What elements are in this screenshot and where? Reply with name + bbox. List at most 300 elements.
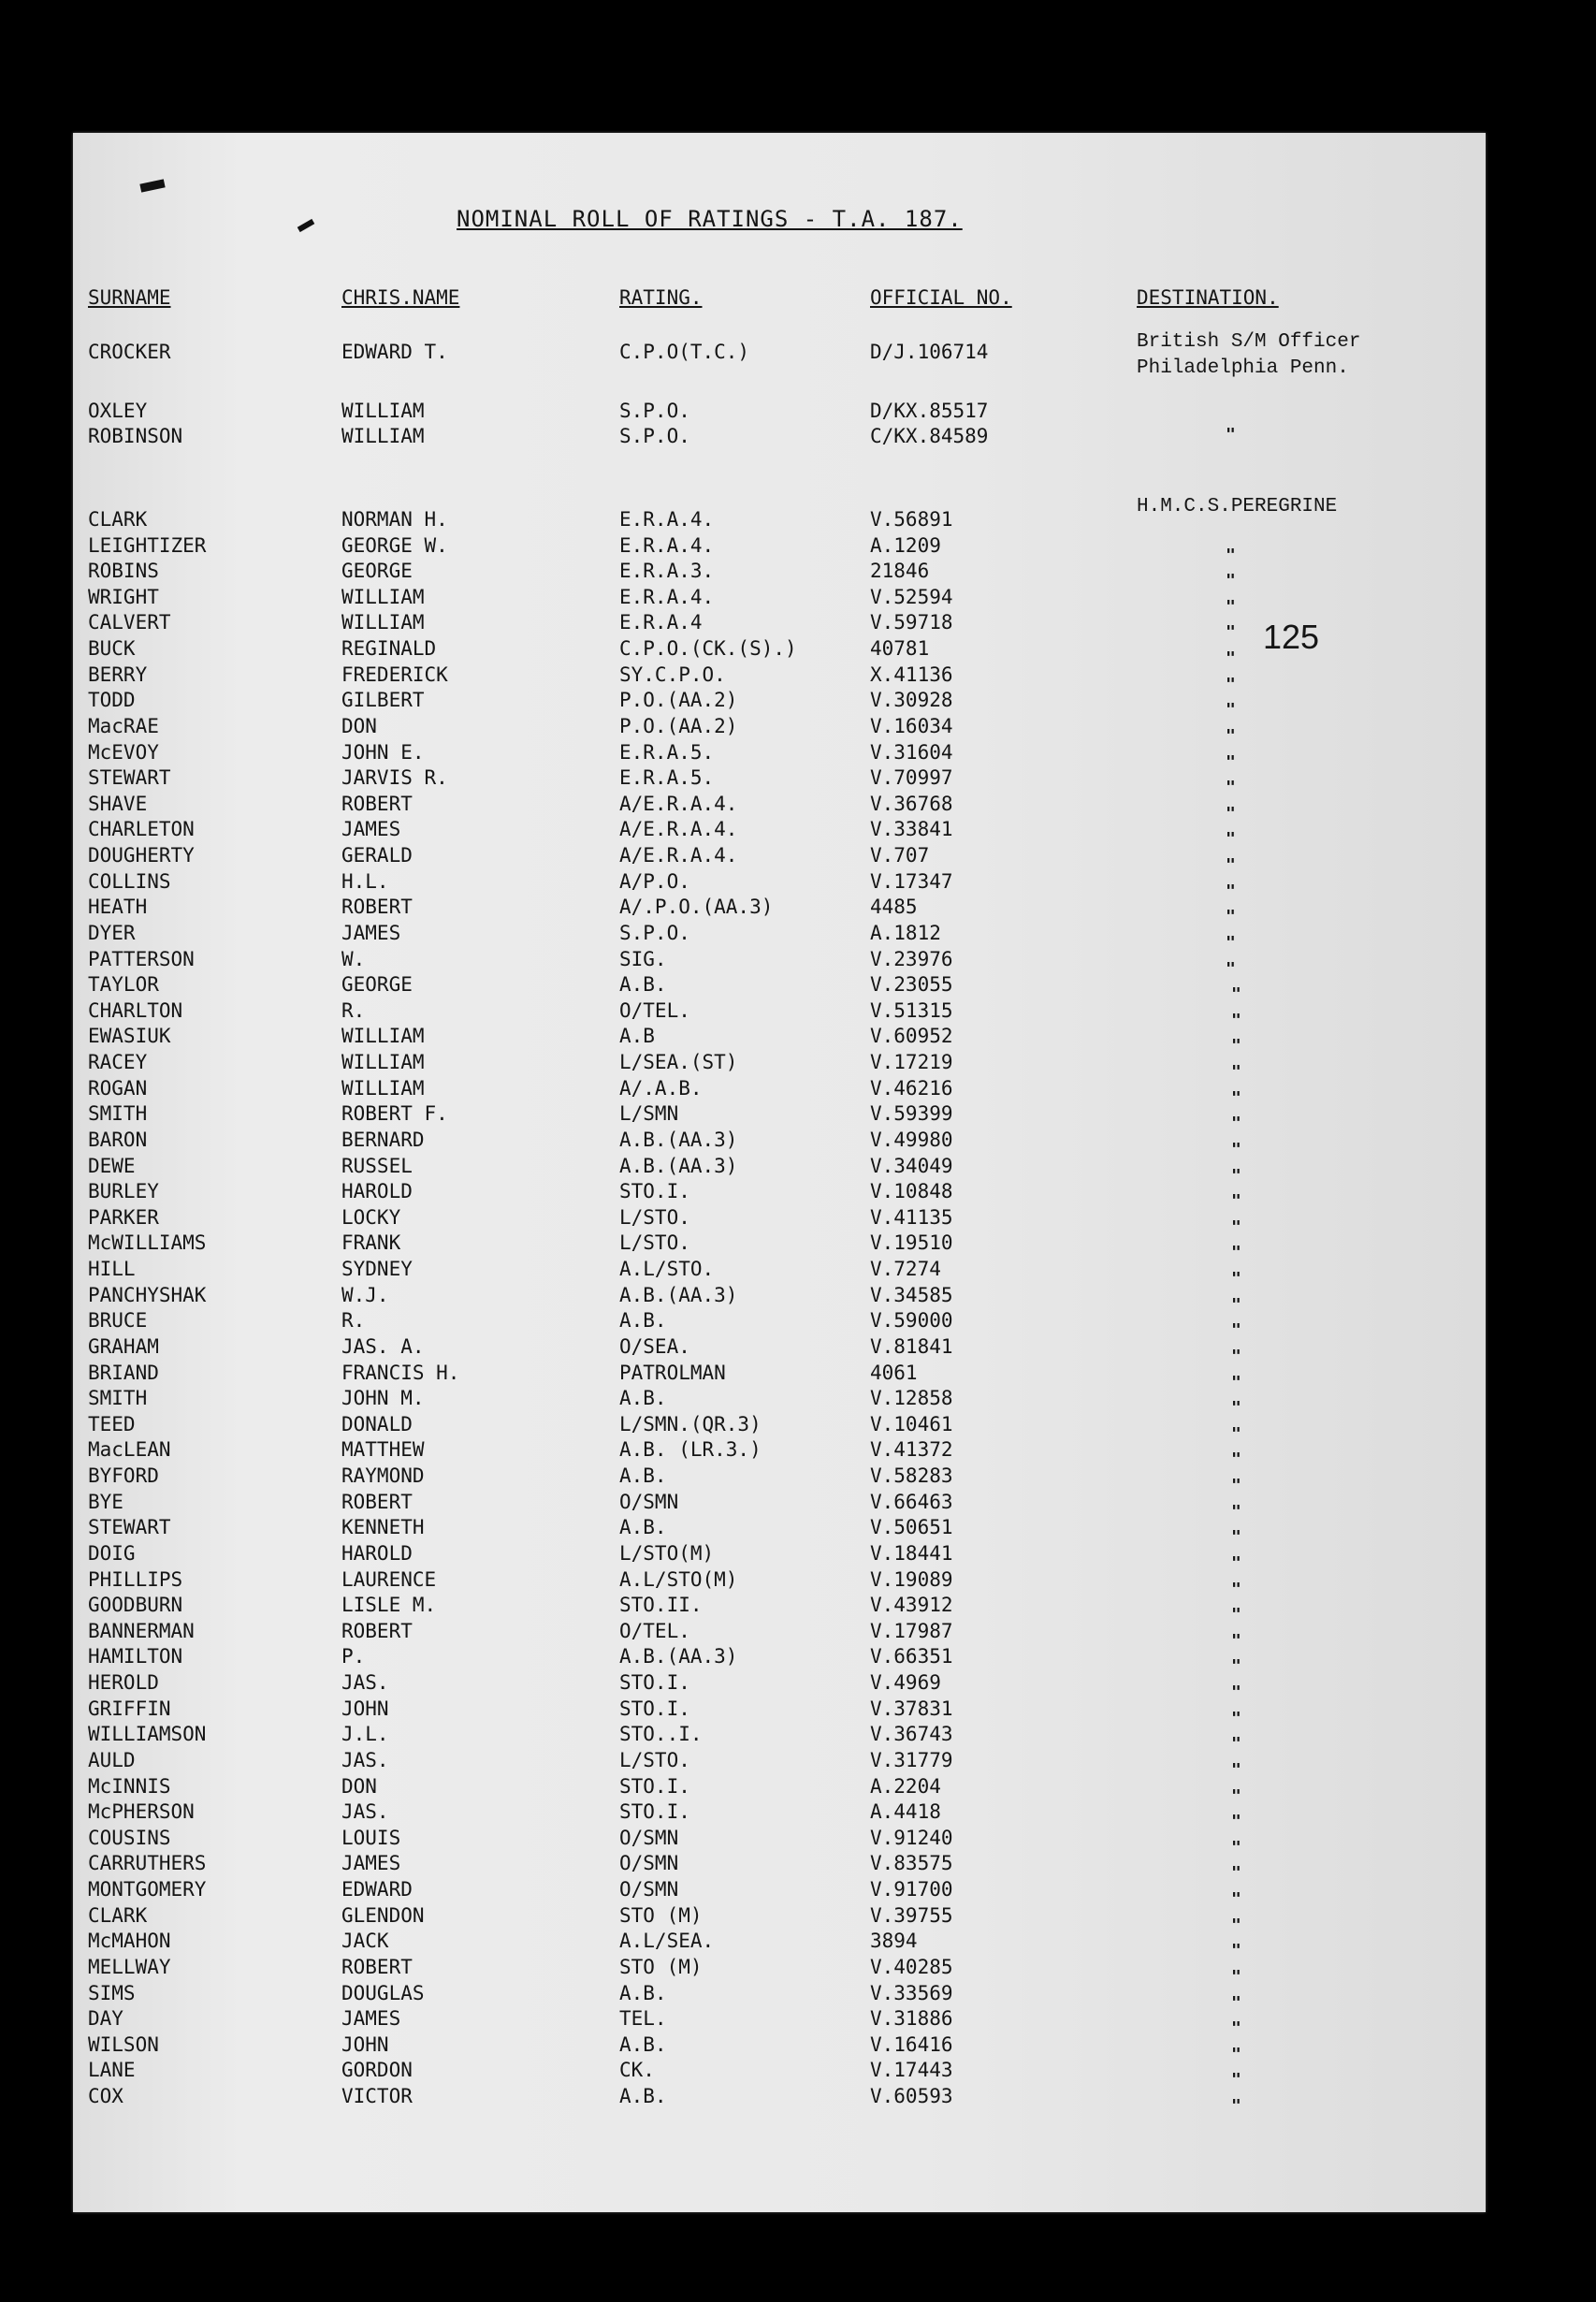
rating-cell: A.B. xyxy=(619,973,667,996)
official-no-cell: V.49980 xyxy=(870,1129,953,1151)
surname-cell: PANCHYSHAK xyxy=(88,1284,207,1306)
rating-cell: L/STO. xyxy=(619,1231,690,1254)
rating-cell: C.P.O(T.C.) xyxy=(619,341,750,363)
official-no-cell: 4485 xyxy=(870,896,918,918)
ditto-mark: " xyxy=(1231,1424,1241,1444)
chris-name-cell: P. xyxy=(341,1645,366,1668)
surname-cell: HEATH xyxy=(88,896,148,918)
surname-cell: BANNERMAN xyxy=(88,1620,195,1642)
rating-cell: E.R.A.3. xyxy=(619,560,715,582)
ditto-mark: " xyxy=(1231,2045,1241,2064)
official-no-cell: V.56891 xyxy=(870,508,953,531)
ditto-mark: " xyxy=(1231,1398,1241,1418)
chris-name-cell: WILLIAM xyxy=(341,1077,425,1100)
official-no-cell: V.30928 xyxy=(870,689,953,711)
rating-cell: A.L/STO. xyxy=(619,1258,715,1280)
rating-cell: A.B. xyxy=(619,1387,667,1409)
ditto-mark: " xyxy=(1231,1527,1241,1547)
ditto-mark: " xyxy=(1231,1166,1241,1186)
official-no-cell: V.36768 xyxy=(870,793,953,815)
rating-cell: A.B.(AA.3) xyxy=(619,1129,738,1151)
rating-cell: STO (M) xyxy=(619,1956,703,1978)
ditto-mark: " xyxy=(1231,2096,1241,2116)
chris-name-cell: ROBERT xyxy=(341,1491,413,1513)
rating-cell: L/SEA.(ST) xyxy=(619,1051,738,1073)
chris-name-cell: WILLIAM xyxy=(341,1025,425,1047)
surname-cell: ROGAN xyxy=(88,1077,148,1100)
table-row xyxy=(0,1309,1596,1335)
official-no-cell: V.17987 xyxy=(870,1620,953,1642)
chris-name-cell: JAS. xyxy=(341,1749,389,1771)
table-row xyxy=(0,1982,1596,2008)
surname-cell: HEROLD xyxy=(88,1671,159,1694)
surname-cell: McINNIS xyxy=(88,1775,171,1798)
chris-name-cell: ROBERT F. xyxy=(341,1102,448,1125)
ditto-mark: " xyxy=(1231,1373,1241,1392)
official-no-cell: A.4418 xyxy=(870,1800,941,1823)
ditto-mark: " xyxy=(1231,2018,1241,2038)
official-no-cell: V.31886 xyxy=(870,2007,953,2030)
chris-name-cell: ROBERT xyxy=(341,1620,413,1642)
chris-name-cell: DOUGLAS xyxy=(341,1982,425,2004)
table-row xyxy=(0,611,1596,637)
rating-cell: A.B.(AA.3) xyxy=(619,1284,738,1306)
chris-name-cell: W.J. xyxy=(341,1284,389,1306)
chris-name-cell: JAMES xyxy=(341,1852,401,1874)
surname-cell: WRIGHT xyxy=(88,586,159,608)
table-row xyxy=(0,1800,1596,1827)
chris-name-cell: J.L. xyxy=(341,1723,389,1745)
ditto-mark: " xyxy=(1231,1993,1241,2013)
surname-cell: LEIGHTIZER xyxy=(88,534,207,557)
chris-name-cell: JOHN E. xyxy=(341,741,425,764)
ditto-mark: " xyxy=(1231,1967,1241,1987)
chris-name-cell: FRANK xyxy=(341,1231,401,1254)
table-row xyxy=(0,1413,1596,1439)
header-surname: SURNAME xyxy=(88,286,171,309)
surname-cell: BURLEY xyxy=(88,1180,159,1202)
official-no-cell: V.41372 xyxy=(870,1438,953,1461)
official-no-cell: V.58283 xyxy=(870,1464,953,1487)
rating-cell: A.B.(AA.3) xyxy=(619,1155,738,1177)
surname-cell: GRIFFIN xyxy=(88,1697,171,1720)
destination-peregrine: H.M.C.S.PEREGRINE xyxy=(1137,496,1338,517)
table-row xyxy=(0,1362,1596,1388)
table-row xyxy=(0,896,1596,922)
ditto-mark: " xyxy=(1226,959,1236,979)
chris-name-cell: RAYMOND xyxy=(341,1464,425,1487)
ditto-mark: " xyxy=(1226,933,1236,953)
chris-name-cell: NORMAN H. xyxy=(341,508,448,531)
table-row xyxy=(0,1645,1596,1671)
rating-cell: A.L/SEA. xyxy=(619,1930,715,1952)
surname-cell: McPHERSON xyxy=(88,1800,195,1823)
surname-cell: RACEY xyxy=(88,1051,148,1073)
official-no-cell: V.36743 xyxy=(870,1723,953,1745)
rating-cell: O/SMN xyxy=(619,1827,679,1849)
chris-name-cell: R. xyxy=(341,1309,366,1332)
header-rating: RATING. xyxy=(619,286,703,309)
table-row xyxy=(0,1671,1596,1697)
ditto-mark: " xyxy=(1231,1217,1241,1237)
surname-cell: DAY xyxy=(88,2007,123,2030)
surname-cell: PHILLIPS xyxy=(88,1568,183,1591)
surname-cell: BRUCE xyxy=(88,1309,148,1332)
table-row xyxy=(0,1258,1596,1284)
surname-cell: SIMS xyxy=(88,1982,136,2004)
official-no-cell: V.12858 xyxy=(870,1387,953,1409)
surname-cell: BYFORD xyxy=(88,1464,159,1487)
surname-cell: WILLIAMSON xyxy=(88,1723,207,1745)
rating-cell: A.B. xyxy=(619,1309,667,1332)
table-row xyxy=(0,1775,1596,1801)
chris-name-cell: GORDON xyxy=(341,2059,413,2081)
ditto-mark: " xyxy=(1226,855,1236,875)
official-no-cell: V.10461 xyxy=(870,1413,953,1435)
rating-cell: E.R.A.4. xyxy=(619,508,715,531)
surname-cell: HAMILTON xyxy=(88,1645,183,1668)
table-row xyxy=(0,2033,1596,2060)
official-no-cell: V.18441 xyxy=(870,1542,953,1565)
ditto-mark: " xyxy=(1226,881,1236,901)
official-no-cell: V.34049 xyxy=(870,1155,953,1177)
surname-cell: BERRY xyxy=(88,663,148,686)
chris-name-cell: MATTHEW xyxy=(341,1438,425,1461)
official-no-cell: V.19089 xyxy=(870,1568,953,1591)
official-no-cell: V.4969 xyxy=(870,1671,941,1694)
table-row xyxy=(0,948,1596,974)
surname-cell: McWILLIAMS xyxy=(88,1231,207,1254)
table-row xyxy=(0,560,1596,586)
table-row xyxy=(0,2085,1596,2111)
rating-cell: P.O.(AA.2) xyxy=(619,715,738,737)
table-row xyxy=(0,1542,1596,1568)
table-row xyxy=(0,341,1596,367)
table-row xyxy=(0,870,1596,896)
ditto-mark: " xyxy=(1231,1269,1241,1289)
rating-cell: L/STO(M) xyxy=(619,1542,715,1565)
surname-cell: TEED xyxy=(88,1413,136,1435)
ditto-mark: " xyxy=(1231,1656,1241,1676)
official-no-cell: X.41136 xyxy=(870,663,953,686)
table-row xyxy=(0,1464,1596,1491)
rating-cell: E.R.A.4. xyxy=(619,534,715,557)
official-no-cell: A.2204 xyxy=(870,1775,941,1798)
rating-cell: E.R.A.4 xyxy=(619,611,703,634)
header-official-no: OFFICIAL NO. xyxy=(870,286,1012,309)
official-no-cell: V.23976 xyxy=(870,948,953,970)
table-row xyxy=(0,400,1596,426)
chris-name-cell: LISLE M. xyxy=(341,1594,437,1616)
ditto-mark: " xyxy=(1231,1838,1241,1858)
surname-cell: COUSINS xyxy=(88,1827,171,1849)
ditto-mark: " xyxy=(1231,1088,1241,1108)
ditto-mark: " xyxy=(1231,1450,1241,1469)
ditto-mark: " xyxy=(1231,1709,1241,1728)
table-row xyxy=(0,1852,1596,1878)
table-row xyxy=(0,2059,1596,2085)
table-row xyxy=(0,1284,1596,1310)
official-no-cell: V.33841 xyxy=(870,818,953,840)
chris-name-cell: JAMES xyxy=(341,2007,401,2030)
chris-name-cell: WILLIAM xyxy=(341,586,425,608)
ditto-mark: " xyxy=(1231,1889,1241,1909)
ditto-mark: " xyxy=(1231,1605,1241,1625)
table-row xyxy=(0,1155,1596,1181)
rating-cell: A.B. xyxy=(619,2085,667,2107)
table-row xyxy=(0,2007,1596,2033)
rating-cell: A.B. xyxy=(619,1982,667,2004)
rating-cell: A.B. xyxy=(619,1464,667,1487)
table-row xyxy=(0,1723,1596,1749)
chris-name-cell: VICTOR xyxy=(341,2085,413,2107)
table-row xyxy=(0,637,1596,663)
surname-cell: DEWE xyxy=(88,1155,136,1177)
surname-cell: STEWART xyxy=(88,1516,171,1538)
official-no-cell: V.83575 xyxy=(870,1852,953,1874)
rating-cell: SIG. xyxy=(619,948,667,970)
official-no-cell: V.17443 xyxy=(870,2059,953,2081)
destination-philadelphia: Philadelphia Penn. xyxy=(1137,357,1349,379)
chris-name-cell: GEORGE xyxy=(341,560,413,582)
table-row xyxy=(0,1102,1596,1129)
official-no-cell: V.33569 xyxy=(870,1982,953,2004)
table-row xyxy=(0,689,1596,715)
surname-cell: SMITH xyxy=(88,1102,148,1125)
chris-name-cell: R. xyxy=(341,999,366,1022)
table-row xyxy=(0,1697,1596,1724)
surname-cell: BUCK xyxy=(88,637,136,660)
rating-cell: PATROLMAN xyxy=(619,1362,726,1384)
chris-name-cell: HAROLD xyxy=(341,1542,413,1565)
chris-name-cell: HAROLD xyxy=(341,1180,413,1202)
ditto-mark: " xyxy=(1231,1140,1241,1159)
chris-name-cell: ROBERT xyxy=(341,1956,413,1978)
rating-cell: STO.I. xyxy=(619,1800,690,1823)
rating-cell: SY.C.P.O. xyxy=(619,663,726,686)
ditto-mark: " xyxy=(1226,907,1236,926)
table-row xyxy=(0,844,1596,870)
ditto-mark: " xyxy=(1231,1786,1241,1806)
ditto-mark: " xyxy=(1226,622,1236,642)
table-row xyxy=(0,1956,1596,1982)
official-no-cell: V.31604 xyxy=(870,741,953,764)
rating-cell: A/.P.O.(AA.3) xyxy=(619,896,774,918)
rating-cell: E.R.A.5. xyxy=(619,741,715,764)
ditto-mark: " xyxy=(1231,984,1241,1004)
surname-cell: DOIG xyxy=(88,1542,136,1565)
rating-cell: L/SMN.(QR.3) xyxy=(619,1413,762,1435)
surname-cell: PARKER xyxy=(88,1206,159,1229)
rating-cell: STO.I. xyxy=(619,1671,690,1694)
chris-name-cell: GILBERT xyxy=(341,689,425,711)
chris-name-cell: ROBERT xyxy=(341,793,413,815)
official-no-cell: V.52594 xyxy=(870,586,953,608)
ditto-mark: " xyxy=(1226,804,1236,823)
surname-cell: BARON xyxy=(88,1129,148,1151)
official-no-cell: 3894 xyxy=(870,1930,918,1952)
official-no-cell: V.19510 xyxy=(870,1231,953,1254)
surname-cell: CLARK xyxy=(88,508,148,531)
chris-name-cell: LOUIS xyxy=(341,1827,401,1849)
ditto-mark: " xyxy=(1226,726,1236,746)
surname-cell: EWASIUK xyxy=(88,1025,171,1047)
surname-cell: CHARLTON xyxy=(88,999,183,1022)
official-no-cell: V.17219 xyxy=(870,1051,953,1073)
chris-name-cell: DON xyxy=(341,1775,377,1798)
official-no-cell: V.34585 xyxy=(870,1284,953,1306)
chris-name-cell: GEORGE W. xyxy=(341,534,448,557)
official-no-cell: V.23055 xyxy=(870,973,953,996)
surname-cell: TAYLOR xyxy=(88,973,159,996)
ditto-mark: " xyxy=(1231,1502,1241,1522)
table-row xyxy=(0,508,1596,534)
chris-name-cell: EDWARD T. xyxy=(341,341,448,363)
surname-cell: COX xyxy=(88,2085,123,2107)
official-no-cell: V.60593 xyxy=(870,2085,953,2107)
rating-cell: STO.I. xyxy=(619,1180,690,1202)
table-row xyxy=(0,715,1596,741)
rating-cell: P.O.(AA.2) xyxy=(619,689,738,711)
chris-name-cell: JARVIS R. xyxy=(341,766,448,789)
ditto-mark: " xyxy=(1231,1191,1241,1211)
table-row xyxy=(0,766,1596,793)
table-row xyxy=(0,1878,1596,1904)
rating-cell: A.B. xyxy=(619,2033,667,2056)
chris-name-cell: JAS. xyxy=(341,1671,389,1694)
official-no-cell: V.46216 xyxy=(870,1077,953,1100)
official-no-cell: 4061 xyxy=(870,1362,918,1384)
rating-cell: L/STO. xyxy=(619,1206,690,1229)
chris-name-cell: GERALD xyxy=(341,844,413,867)
chris-name-cell: H.L. xyxy=(341,870,389,893)
official-no-cell: V.66463 xyxy=(870,1491,953,1513)
table-row xyxy=(0,1930,1596,1956)
official-no-cell: A.1812 xyxy=(870,922,941,944)
official-no-cell: 21846 xyxy=(870,560,930,582)
surname-cell: ROBINS xyxy=(88,560,159,582)
surname-cell: BRIAND xyxy=(88,1362,159,1384)
ditto-mark: " xyxy=(1231,1476,1241,1495)
chris-name-cell: GEORGE xyxy=(341,973,413,996)
rating-cell: STO (M) xyxy=(619,1904,703,1927)
rating-cell: O/TEL. xyxy=(619,1620,690,1642)
rating-cell: O/TEL. xyxy=(619,999,690,1022)
chris-name-cell: BERNARD xyxy=(341,1129,425,1151)
chris-name-cell: JOHN M. xyxy=(341,1387,425,1409)
header-destination: DESTINATION. xyxy=(1137,286,1279,309)
surname-cell: STEWART xyxy=(88,766,171,789)
surname-cell: CROCKER xyxy=(88,341,171,363)
ditto-mark: " xyxy=(1231,1347,1241,1366)
rating-cell: O/SMN xyxy=(619,1491,679,1513)
table-row xyxy=(0,1387,1596,1413)
table-row xyxy=(0,1620,1596,1646)
rating-cell: A/E.R.A.4. xyxy=(619,793,738,815)
document-title: NOMINAL ROLL OF RATINGS - T.A. 187. xyxy=(457,206,963,232)
official-no-cell: V.40285 xyxy=(870,1956,953,1978)
chris-name-cell: WILLIAM xyxy=(341,611,425,634)
rating-cell: S.P.O. xyxy=(619,400,690,422)
ditto-mark: " xyxy=(1226,571,1236,590)
surname-cell: MELLWAY xyxy=(88,1956,171,1978)
surname-cell: LANE xyxy=(88,2059,136,2081)
ditto-mark: " xyxy=(1226,648,1236,668)
table-row xyxy=(0,586,1596,612)
surname-cell: GRAHAM xyxy=(88,1335,159,1358)
surname-cell: SMITH xyxy=(88,1387,148,1409)
table-row xyxy=(0,741,1596,767)
official-no-cell: 40781 xyxy=(870,637,930,660)
surname-cell: PATTERSON xyxy=(88,948,195,970)
official-no-cell: V.43912 xyxy=(870,1594,953,1616)
chris-name-cell: W. xyxy=(341,948,366,970)
surname-cell: GOODBURN xyxy=(88,1594,183,1616)
rating-cell: A/E.R.A.4. xyxy=(619,844,738,867)
ditto-mark: " xyxy=(1231,1553,1241,1573)
chris-name-cell: EDWARD xyxy=(341,1878,413,1901)
rating-cell: A.L/STO(M) xyxy=(619,1568,738,1591)
table-row xyxy=(0,1827,1596,1853)
surname-cell: DOUGHERTY xyxy=(88,844,195,867)
ditto-mark: " xyxy=(1231,1941,1241,1960)
chris-name-cell: DONALD xyxy=(341,1413,413,1435)
rating-cell: STO.II. xyxy=(619,1594,703,1616)
official-no-cell: V.37831 xyxy=(870,1697,953,1720)
ditto-mark: " xyxy=(1231,1863,1241,1883)
ditto-mark: " xyxy=(1226,829,1236,849)
chris-name-cell: GLENDON xyxy=(341,1904,425,1927)
rating-cell: STO.I. xyxy=(619,1697,690,1720)
official-no-cell: V.39755 xyxy=(870,1904,953,1927)
table-row xyxy=(0,922,1596,948)
chris-name-cell: ROBERT xyxy=(341,896,413,918)
ditto-mark: " xyxy=(1231,2070,1241,2090)
ditto-mark: " xyxy=(1226,700,1236,720)
table-row xyxy=(0,1749,1596,1775)
table-row xyxy=(0,793,1596,819)
table-row xyxy=(0,1568,1596,1595)
table-row xyxy=(0,534,1596,561)
surname-cell: MacLEAN xyxy=(88,1438,171,1461)
table-row xyxy=(0,1491,1596,1517)
rating-cell: A.B. xyxy=(619,1516,667,1538)
surname-cell: DYER xyxy=(88,922,136,944)
ditto-mark: " xyxy=(1231,1062,1241,1082)
table-row xyxy=(0,999,1596,1026)
surname-cell: CLARK xyxy=(88,1904,148,1927)
table-row xyxy=(0,973,1596,999)
chris-name-cell: JAS. A. xyxy=(341,1335,425,1358)
ditto-mark: " xyxy=(1231,1295,1241,1315)
rating-cell: S.P.O. xyxy=(619,922,690,944)
table-row xyxy=(0,1438,1596,1464)
official-no-cell: V.16034 xyxy=(870,715,953,737)
official-no-cell: V.31779 xyxy=(870,1749,953,1771)
rating-cell: STO..I. xyxy=(619,1723,703,1745)
table-row xyxy=(0,1206,1596,1232)
chris-name-cell: FREDERICK xyxy=(341,663,448,686)
ditto-mark: " xyxy=(1231,1916,1241,1935)
surname-cell: TODD xyxy=(88,689,136,711)
table-row xyxy=(0,663,1596,690)
table-row xyxy=(0,1516,1596,1542)
chris-name-cell: SYDNEY xyxy=(341,1258,413,1280)
official-no-cell: V.7274 xyxy=(870,1258,941,1280)
official-no-cell: V.91240 xyxy=(870,1827,953,1849)
official-no-cell: V.707 xyxy=(870,844,930,867)
official-no-cell: V.50651 xyxy=(870,1516,953,1538)
